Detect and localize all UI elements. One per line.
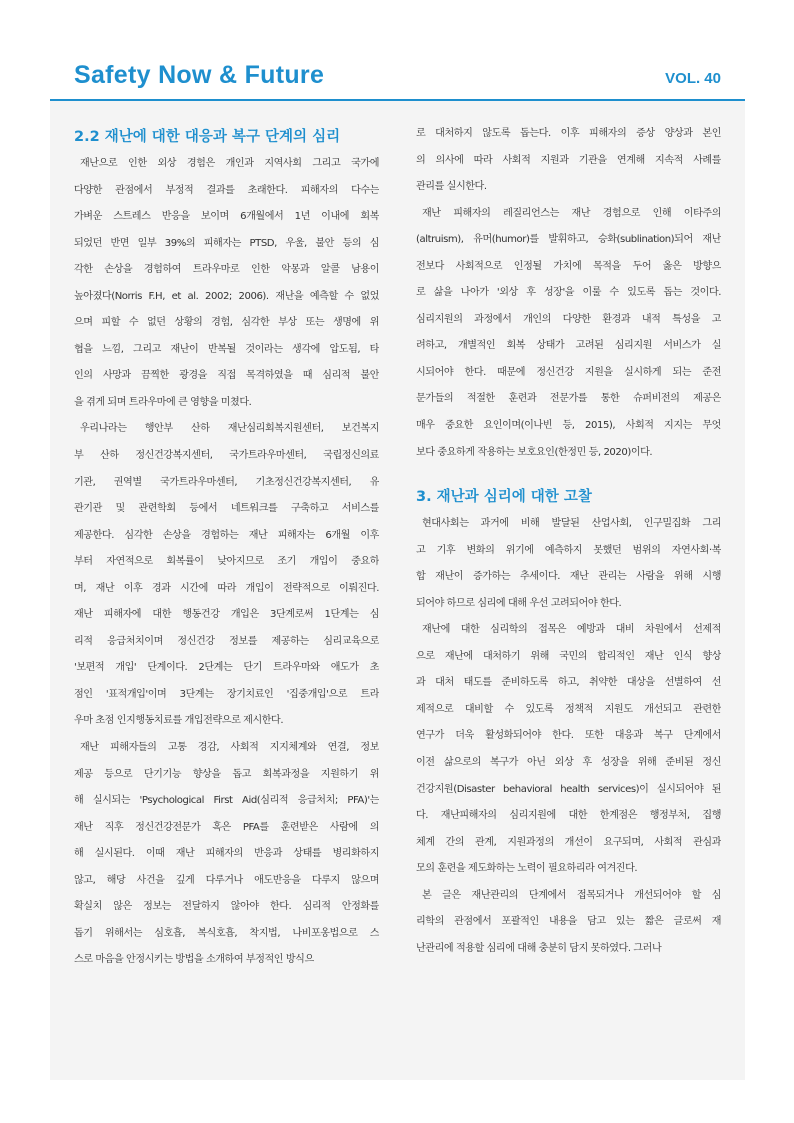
- text-line: 을 겪게 되며 트라우마에 큰 영향을 미쳤다.: [74, 396, 252, 408]
- text-line: 제공한다. 심각한 손상을 경험하는 재난 피해자는 6개월 이후: [74, 529, 379, 541]
- text-line: 려하고, 개별적인 회복 상태가 고려된 심리지원 서비스가 실: [416, 340, 721, 352]
- text-line: 않고, 해당 사건을 깊게 다루거나 애도반응을 다루지 않으며: [74, 874, 379, 886]
- text-line: 인의 사망과 끔찍한 광경을 직접 목격하였을 때 심리적 불안: [74, 370, 379, 382]
- left-column-body: [74, 151, 379, 974]
- text-line: 다. 재난피해자의 심리지원에 대한 한계점은 행정부처, 집행: [416, 810, 721, 822]
- text-line: 리학의 관점에서 포괄적인 내용을 담고 있는 짧은 글로써 재: [416, 916, 721, 928]
- text-line: 높아졌다(Norris F.H, et al. 2002; 2006). 재난을 예측할 수 없었: [74, 290, 379, 302]
- page-header: [50, 45, 745, 101]
- right-column-body-top: [416, 121, 721, 466]
- text-line: 본 글은 재난관리의 단계에서 접목되거나 개선되어야 할 심: [422, 889, 721, 901]
- text-line: 우리나라는 행안부 산하 재난심리회복지원센터, 보건복지: [80, 423, 379, 435]
- paragraph: [416, 201, 721, 466]
- text-line: 다양한 관점에서 부정적 결과를 초래한다. 피해자의 다수는: [74, 184, 379, 196]
- text-line: 재난으로 인한 외상 경험은 개인과 지역사회 그리고 국가에: [80, 158, 379, 169]
- text-line: 관리를 실시한다.: [416, 181, 487, 193]
- text-line: 문가들의 적절한 훈련과 전문가를 통한 슈퍼비전의 제공은: [416, 393, 721, 405]
- paragraph: [416, 511, 721, 617]
- text-line: 매우 중요한 요인이며(이나빈 등, 2015), 사회적 지지는 무엇: [416, 420, 721, 432]
- text-line: 기관, 권역별 국가트라우마센터, 기초정신건강복지센터, 유: [74, 476, 379, 488]
- text-line: 제적으로 대비할 수 있도록 정책적 지원도 개선되고 관련한: [416, 703, 721, 715]
- text-line: '보편적 개입' 단계이다. 2단계는 단기 트라우마와 애도가 초: [74, 662, 379, 674]
- text-line: 해 실시된다. 이때 재난 피해자의 반응과 상태를 병리화하지: [74, 848, 379, 860]
- text-line: 우마 초점 인지행동치료를 개입전략으로 제시한다.: [74, 715, 284, 727]
- text-line: 의 의사에 따라 사회적 지원과 기관을 연계해 지속적 사례를: [416, 154, 721, 166]
- text-line: 모의 훈련을 제도화하는 노력이 필요하리라 여겨진다.: [416, 863, 638, 875]
- left-column: [74, 123, 379, 974]
- text-line: 이전 삶으로의 복구가 아닌 외상 후 성장을 위해 준비된 정신: [416, 757, 721, 769]
- text-line: 로 대처하지 않도록 돕는다. 이후 피해자의 증상 양상과 본인: [416, 128, 721, 139]
- paragraph: [416, 883, 721, 963]
- section-heading-2-2: 2.2 재난에 대한 대응과 복구 단계의 심리: [74, 129, 341, 145]
- text-line: 체계 간의 관계, 지원과정의 개선이 요구되며, 사회적 관심과: [416, 836, 721, 848]
- text-line: 고 기후 변화의 위기에 예측하지 못했던 범위의 자연사회·복: [416, 544, 721, 556]
- text-line: 확실치 않은 정보는 전달하지 않아야 한다. 심리적 안정화를: [74, 901, 379, 913]
- text-line: 시되어야 한다. 때문에 정신건강 지원을 실시하게 되는 준전: [416, 366, 721, 378]
- text-line: 부터 자연적으로 회복률이 낮아지므로 조기 개입이 중요하: [74, 556, 379, 568]
- text-line: 되어야 하므로 심리에 대해 우선 고려되어야 한다.: [416, 597, 622, 609]
- text-line: 며, 재난 이후 경과 시간에 따라 개입이 전략적으로 이뤄진다.: [74, 582, 379, 594]
- right-column-body-bottom: [416, 511, 721, 962]
- text-line: 심리지원의 과정에서 개인의 다양한 환경과 내적 특성을 고: [416, 313, 721, 325]
- text-line: 과 대처 태도를 준비하도록 하고, 취약한 대상을 선별하여 선: [416, 677, 721, 689]
- text-line: 돕기 위해서는 심호흡, 복식호흡, 착지법, 나비포옹법으로 스: [74, 927, 379, 939]
- volume-number: VOL. 40: [665, 70, 721, 87]
- text-line: 연구가 더욱 활성화되어야 한다. 또한 대응과 복구 단계에서: [416, 730, 721, 742]
- paragraph: [416, 617, 721, 882]
- text-line: 로 삶을 나아가 '외상 후 성장'을 이룰 수 있도록 돕는 것이다.: [416, 287, 721, 299]
- right-column: [416, 121, 721, 962]
- text-line: 협을 느낌, 그리고 재난이 반복될 것이라는 생각에 압도됨, 타: [74, 343, 379, 355]
- text-line: 재난에 대한 심리학의 접목은 예방과 대비 차원에서 선제적: [422, 624, 721, 636]
- text-line: 으며 피할 수 없던 상황의 경험, 심각한 부상 또는 생명에 위: [74, 317, 379, 329]
- text-line: 점인 '표적개입'이며 3단계는 장기치료인 '집중개입'으로 트라: [74, 688, 379, 700]
- text-line: 스로 마음을 안정시키는 방법을 소개하여 부정적인 방식으: [74, 954, 314, 966]
- section-heading-3: 3. 재난과 심리에 대한 고찰: [416, 489, 592, 506]
- text-line: 재난 피해자들의 고통 경감, 사회적 지지체계와 연결, 정보: [80, 742, 379, 754]
- text-line: 현대사회는 과거에 비해 발달된 산업사회, 인구밀집화 그리: [422, 518, 721, 530]
- paragraph: [74, 735, 379, 974]
- text-line: 되었던 반면 일부 39%의 피해자는 PTSD, 우울, 불안 등의 심: [74, 237, 379, 249]
- text-line: 해 실시되는 'Psychological First Aid(심리적 응급처치; PFA)'는: [74, 795, 379, 807]
- text-line: 부 산하 정신건강복지센터, 국가트라우마센터, 국립정신의료: [74, 450, 379, 462]
- publication-title: Safety Now & Future: [74, 61, 325, 89]
- text-line: 관기관 및 관련학회 등에서 네트워크를 구축하고 서비스를: [74, 503, 379, 515]
- text-line: 리적 응급처치이며 정신건강 정보를 제공하는 심리교육으로: [74, 635, 379, 647]
- header-divider: [50, 99, 745, 101]
- text-line: 제공 등으로 단기기능 향상을 돕고 회복과정을 지원하기 위: [74, 768, 379, 780]
- text-line: 재난 피해자에 대한 행동건강 개입은 3단계로써 1단계는 심: [74, 609, 379, 621]
- page-panel: [50, 45, 745, 1080]
- paragraph: [416, 121, 721, 201]
- text-line: 전보다 사회적으로 인정될 가치에 목적을 두어 옳은 방향으: [416, 260, 721, 272]
- text-line: 재난 피해자의 레질리언스는 재난 경험으로 인해 이타주의: [422, 207, 721, 219]
- text-line: 재난 직후 정신건강전문가 혹은 PFA를 훈련받은 사람에 의: [74, 821, 379, 833]
- text-line: 각한 손상을 경험하여 트라우마로 인한 악몽과 알콜 남용이: [74, 264, 379, 276]
- paragraph: [74, 416, 379, 735]
- text-line: 건강지원(Disaster behavioral health services)이 실시되어야 된: [416, 783, 721, 795]
- text-line: 합 재난이 증가하는 추세이다. 재난 관리는 사람을 위해 시행: [416, 571, 721, 583]
- text-line: 보다 중요하게 작용하는 보호요인(한정민 등, 2020)이다.: [416, 446, 653, 458]
- text-line: (altruism), 유머(humor)를 발휘하고, 승화(sublination)되어 재난: [416, 234, 721, 246]
- text-line: 으로 재난에 대처하기 위해 국민의 합리적인 재난 인식 향상: [416, 650, 721, 662]
- text-line: 가벼운 스트레스 반응을 보이며 6개월에서 1년 이내에 회복: [74, 211, 379, 223]
- paragraph: [74, 151, 379, 416]
- text-line: 난관리에 적용할 심리에 대해 충분히 담지 못하였다. 그러나: [416, 942, 662, 954]
